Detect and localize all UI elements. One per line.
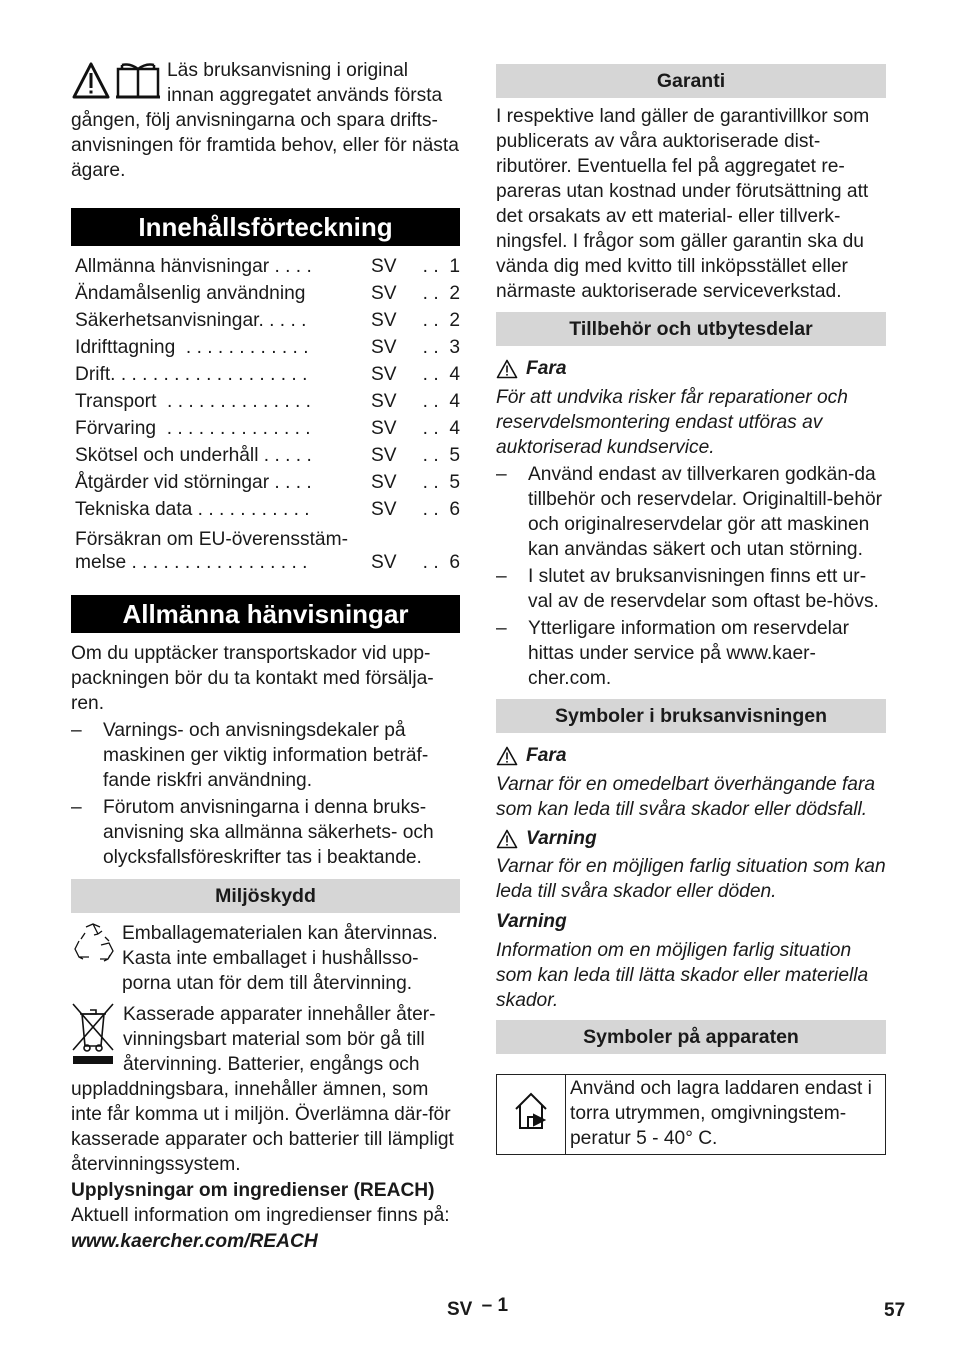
- toc-entry-lang: SV: [371, 552, 397, 573]
- warning-triangle-icon: [496, 359, 518, 379]
- toc-entry-page: . . 4: [422, 391, 460, 412]
- toc-row[interactable]: [71, 413, 460, 440]
- toc-entry-lang: SV: [371, 391, 397, 412]
- list-item: – Varnings- och anvisningsdekaler på maskinen ger viktig information beträf-fande riskfri användning.: [71, 718, 460, 793]
- recycle-text: Emballagematerialen kan återvinnas. Kasta inte emballaget i hushållsso-porna utan för dem till återvinning.: [122, 923, 438, 994]
- toc-entry-title: Tekniska data . . . . . . . . . . .: [75, 499, 310, 520]
- weee-block: [71, 1002, 460, 1177]
- toc-entry-page: . . 2: [422, 283, 460, 304]
- toc-entry-lang: SV: [371, 256, 397, 277]
- intro-line-1: Läs bruksanvisning i original: [167, 60, 409, 81]
- list-item: – Ytterligare information om reservdelar hittas under service på www.kaer-cher.com.: [496, 616, 886, 691]
- right-column: [496, 64, 886, 1155]
- symbols-danger-label-row: [496, 743, 886, 768]
- indoor-house-icon: [497, 1075, 566, 1155]
- footer-lang-label: SV: [447, 1299, 473, 1320]
- toc-entry-title: Försäkran om EU-överensstäm- melse . . . . . . . . . . . . . . . . .: [75, 529, 348, 573]
- toc-entry-lang: SV: [371, 418, 397, 439]
- accessories-list: [496, 462, 886, 691]
- toc-entry-page: . . 5: [422, 472, 460, 493]
- symbols-warning-label-row: [496, 826, 886, 851]
- general-heading: Allmänna hänvisningar: [71, 595, 460, 633]
- crossed-bin-icon: [71, 1002, 115, 1077]
- recycle-block: [71, 921, 460, 996]
- symbols-device-heading: Symboler på apparaten: [496, 1020, 886, 1054]
- toc-row[interactable]: [71, 494, 460, 521]
- toc-entry-page: . . 1: [422, 256, 460, 277]
- toc-row[interactable]: [71, 467, 460, 494]
- warning-triangle-icon: [496, 746, 518, 766]
- accessories-danger-label-row: [496, 356, 886, 381]
- danger-label: Fara: [526, 745, 567, 766]
- guarantee-heading: Garanti: [496, 64, 886, 98]
- list-item: – Förutom anvisningarna i denna bruks-anvisning ska allmänna säkerhets- och olycksfallsföreskrifter tas i beaktande.: [71, 795, 460, 870]
- toc-row[interactable]: [71, 332, 460, 359]
- toc-row[interactable]: [71, 440, 460, 467]
- toc-entry-title: Förvaring . . . . . . . . . . . . . .: [75, 418, 311, 439]
- toc-row[interactable]: [71, 521, 460, 574]
- general-paragraph: Om du upptäcker transportskador vid upp-packningen bör du ta kontakt med försälja-ren.: [71, 643, 434, 714]
- weee-text: Kasserade apparater innehåller åter-vinningsbart material som bör gå till återvinning. Batterier, engångs och uppladdningsbara, innehåller ämnen, som inte får komma ut i miljön. Överlämna där-för kasserade apparater och batterier till lämpligt återvinningssystem.: [71, 1004, 454, 1175]
- intro-line-2: innan aggregatet används första: [167, 85, 443, 106]
- toc-entry-lang: SV: [371, 472, 397, 493]
- accessories-danger-text: För att undvika risker får reparationer och reservdelsmontering endast utföras av auktoriserad kundservice.: [496, 387, 848, 458]
- intro-block: [71, 58, 460, 183]
- symbols-manual-heading: Symboler i bruksanvisningen: [496, 699, 886, 733]
- toc-entry-lang: SV: [371, 337, 397, 358]
- accessories-heading: Tillbehör och utbytesdelar: [496, 312, 886, 346]
- toc-entry-page: . . 4: [422, 364, 460, 385]
- symbols-device-text: Använd och lagra laddaren endast i torra utrymmen, omgivningstem-peratur 5 - 40° C.: [566, 1075, 886, 1155]
- environment-heading: Miljöskydd: [71, 879, 460, 913]
- toc-row[interactable]: [71, 251, 460, 278]
- reach-link[interactable]: www.kaercher.com/REACH: [71, 1231, 318, 1252]
- toc-entry-page: . . 6: [422, 552, 460, 573]
- symbols-warning-text: Varnar för en möjligen farlig situation som kan leda till svåra skador eller döden.: [496, 856, 886, 902]
- warning-triangle-icon: [496, 829, 518, 849]
- toc-entry-page: . . 6: [422, 499, 460, 520]
- footer-lang: [447, 1297, 508, 1322]
- toc-entry-title: Drift. . . . . . . . . . . . . . . . . . .: [75, 364, 308, 385]
- page-number: 57: [884, 1300, 906, 1321]
- toc-entry-lang: SV: [371, 445, 397, 466]
- toc-entry-page: . . 4: [422, 418, 460, 439]
- toc-entry-page: . . 5: [422, 445, 460, 466]
- intro-rest: gången, följ anvisningarna och spara drifts-anvisningen för framtida behov, eller för nästa ägare.: [71, 110, 459, 181]
- toc-entry-lang: SV: [371, 499, 397, 520]
- toc-entry-title: Transport . . . . . . . . . . . . . .: [75, 391, 311, 412]
- reach-text: Aktuell information om ingredienser finns på:: [71, 1205, 450, 1226]
- symbols-device-table: [496, 1074, 886, 1155]
- list-item: – Använd endast av tillverkaren godkän-da tillbehör och reservdelar. Originaltill-behör och originalreservdelar gör att maskinen kan användas säkert och utan störning.: [496, 462, 886, 562]
- caution-label: Varning: [496, 911, 567, 932]
- toc-row[interactable]: [71, 386, 460, 413]
- general-list: [71, 718, 460, 870]
- toc-row[interactable]: [71, 305, 460, 332]
- caution-text: Information om en möjligen farlig situation som kan leda till lätta skador eller materiella skador.: [496, 940, 869, 1011]
- toc-entry-title: Ändamålsenlig användning: [75, 283, 306, 304]
- reach-heading: Upplysningar om ingredienser (REACH): [71, 1180, 435, 1201]
- toc-entry-title: Åtgärder vid störningar . . . .: [75, 472, 312, 493]
- toc-entry-lang: SV: [371, 310, 397, 331]
- toc-entry-lang: SV: [371, 283, 397, 304]
- toc-row[interactable]: [71, 278, 460, 305]
- symbols-danger-text: Varnar för en omedelbart överhängande fara som kan leda till svåra skador eller dödsfall.: [496, 774, 876, 820]
- guarantee-text: I respektive land gäller de garantivillkor som publicerats av våra auktoriserade dist-ributörer. Eventuella fel på aggregatet re-pareras utan kostnad under förutsättning att det orsakats av ett material- eller tillverk-ningsfel. I frågor som gäller garantin ska du vända dig med kvitto till inköpsstället eller närmaste auktoriserade serviceverkstad.: [496, 106, 870, 302]
- warning-label: Varning: [526, 828, 597, 849]
- toc-entry-page: . . 3: [422, 337, 460, 358]
- warning-book-icon: [72, 61, 162, 108]
- danger-label: Fara: [526, 358, 567, 379]
- toc-entry-page: . . 2: [422, 310, 460, 331]
- toc-row[interactable]: [71, 359, 460, 386]
- toc-entry-title: Skötsel och underhåll . . . . .: [75, 445, 312, 466]
- toc-heading: Innehållsförteckning: [71, 208, 460, 246]
- toc-entry-title: Allmänna hänvisningar . . . .: [75, 256, 312, 277]
- recycle-icon: [71, 921, 116, 973]
- toc-table: [71, 251, 460, 574]
- toc-entry-title: Säkerhetsanvisningar. . . . .: [75, 310, 307, 331]
- toc-entry-title: Idrifttagning . . . . . . . . . . . .: [75, 337, 309, 358]
- footer-dash-page: – 1: [481, 1295, 509, 1316]
- toc-entry-lang: SV: [371, 364, 397, 385]
- list-item: – I slutet av bruksanvisningen finns ett ur-val av de reservdelar som oftast be-hövs.: [496, 564, 886, 614]
- left-column: [71, 58, 460, 1254]
